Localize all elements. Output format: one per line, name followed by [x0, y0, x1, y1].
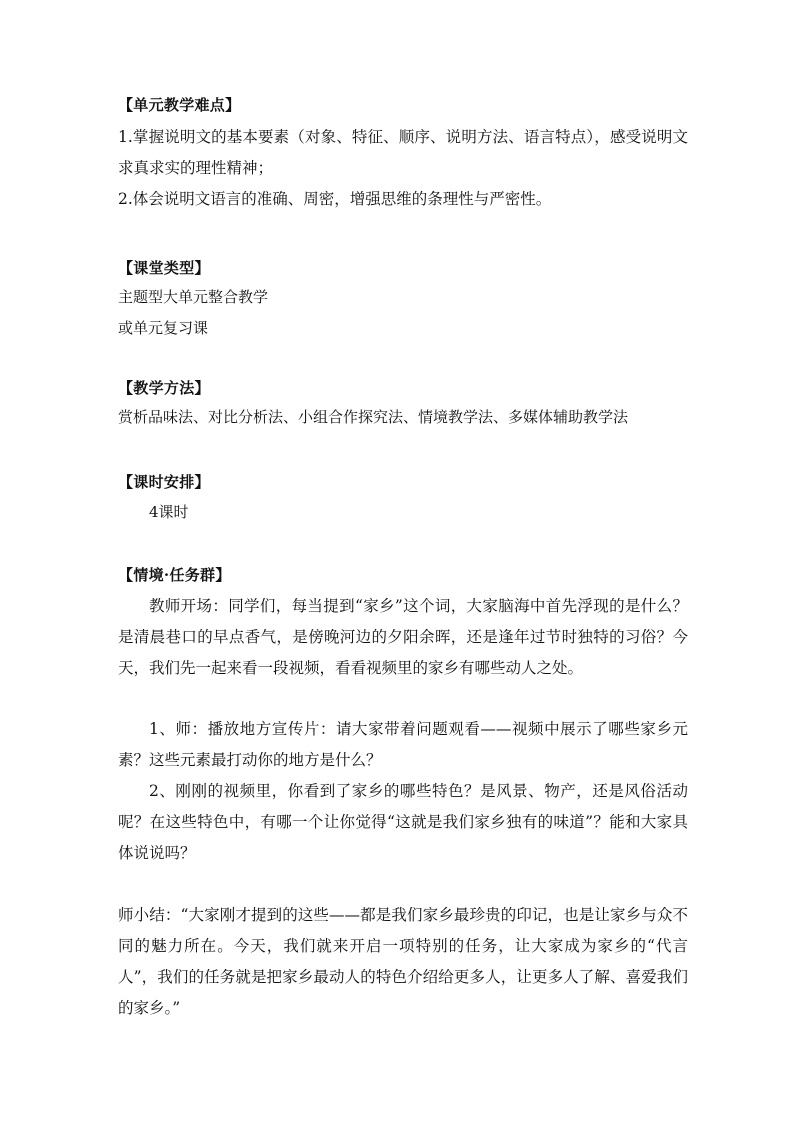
method-section: [118, 378, 688, 398]
lesson-type-line-1: 主题型大单元整合教学: [118, 288, 269, 306]
lesson-type-line-2: 或单元复习课: [118, 319, 209, 337]
difficulty-item-2: 2.体会说明文语言的准确、周密，增强思维的条理性与严密性。: [118, 190, 552, 208]
difficulty-section: [118, 95, 688, 115]
scenario-question-1: 1、师：播放地方宣传片：请大家带着问题观看——视频中展示了哪些家乡元素？这些元素最打动你的地方是什么？: [118, 720, 688, 769]
scenario-section: [118, 565, 688, 585]
scenario-opening: 教师开场：同学们，每当提到“家乡”这个词，大家脑海中首先浮现的是什么？是清晨巷口的早点香气，是傍晚河边的夕阳余晖，还是逢年过节时独特的习俗？今天，我们先一起来看一段视频，看看视频里的家乡有哪些动人之处。: [118, 597, 688, 677]
scenario-summary: 师小结：“大家刚才提到的这些——都是我们家乡最珍贵的印记，也是让家乡与众不同的魅力所在。今天，我们就来开启一项特别的任务，让大家成为家乡的“代言人”，我们的任务就是把家乡最动人的特色介绍给更多人，让更多人了解、喜爱我们的家乡。”: [118, 906, 688, 1017]
lesson-type-section: [118, 258, 688, 278]
difficulty-item-1: 1.掌握说明文的基本要素（对象、特征、顺序、说明方法、语言特点），感受说明文求真求实的理性精神；: [118, 128, 688, 177]
method-text: 赏析品味法、对比分析法、小组合作探究法、情境教学法、多媒体辅助教学法: [118, 408, 629, 426]
scenario-opening-block: [118, 591, 688, 684]
difficulty-items: [118, 122, 688, 215]
lesson-type-lines: [118, 282, 688, 344]
scenario-summary-block: [118, 900, 688, 1024]
method-heading: 【教学方法】: [118, 379, 210, 397]
scenario-questions: [118, 714, 688, 869]
difficulty-heading: 【单元教学难点】: [118, 96, 241, 114]
schedule-heading: 【课时安排】: [118, 473, 210, 491]
scenario-question-2: 2、刚刚的视频里，你看到了家乡的哪些特色？是风景、物产，还是风俗活动呢？在这些特色中，有哪一个让你觉得“这就是我们家乡独有的味道”？能和大家具体说说吗？: [118, 782, 688, 862]
schedule-text-block: [149, 497, 688, 528]
schedule-text: 4课时: [149, 503, 189, 521]
lesson-type-heading: 【课堂类型】: [118, 259, 210, 277]
schedule-section: [118, 472, 688, 492]
scenario-heading: 【情境·任务群】: [118, 566, 231, 584]
method-text-block: [118, 402, 688, 433]
